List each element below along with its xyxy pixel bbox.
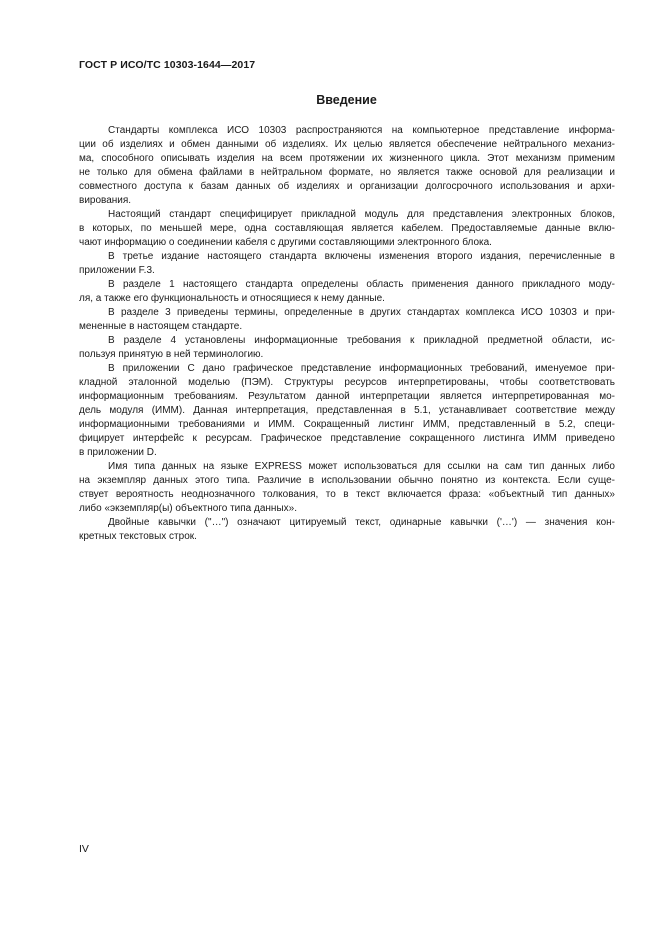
paragraph-line: Двойные кавычки ("…") означают цитируемый текст, одинарные кавычки ('…') — значения кон- [108,517,615,528]
paragraph-line: пользуя принятую в ней терминологию. [79,349,264,360]
paragraph-line: в приложении D. [79,447,157,458]
paragraph-line: в которых, по меньшей мере, одна составляющая является кабелем. Предоставляемые данные вклю- [79,223,615,234]
page-number: IV [79,843,89,855]
paragraph-line: ма, способного описывать изделия на всем протяжении их жизненного цикла. Этот механизм применим [79,153,615,164]
paragraph-line: чают информацию о соединении кабеля с другими составляющими электронного блока. [79,237,492,248]
paragraph-line: Настоящий стандарт специфицирует прикладной модуль для представления электронных блоков, [108,209,615,220]
paragraph-line: совместного доступа к базам данных об изделиях и организации долгосрочного использования и архи- [79,181,615,192]
paragraph-line: информационными требованиями и ИММ. Сокращенный листинг ИММ, представленный в 5.2, специ- [79,419,615,430]
paragraph-line: В третье издание настоящего стандарта включены изменения второго издания, перечисленные в [108,251,615,262]
page-title: Введение [316,93,377,107]
paragraph-line: вирования. [79,195,132,206]
paragraph-line: В разделе 4 установлены информационные требования к прикладной предметной области, ис- [108,335,615,346]
paragraph-line: кретных текстовых строк. [79,531,197,542]
paragraph-line: кладной эталонной моделью (ПЭМ). Структуры ресурсов интерпретированы, чтобы соответствовать [79,377,615,388]
paragraph-line: мененные в настоящем стандарте. [79,321,243,332]
paragraph-line: дель модуля (ИММ). Данная интерпретация, представленная в 5.1, устанавливает соответствие между [79,405,615,416]
paragraph-line: В приложении С дано графическое представление информационных требований, именуемое при- [108,363,615,374]
paragraph-line: Стандарты комплекса ИСО 10303 распространяются на компьютерное представление информа- [108,125,615,136]
paragraph-line: приложении F.3. [79,265,155,276]
paragraph-line: фицирует интерфейс к ресурсам. Графическое представление сокращенного листинга ИММ приведено [79,433,615,444]
paragraph-line: В разделе 1 настоящего стандарта определены область применения данного прикладного моду- [108,279,615,290]
paragraph-line: на экземпляр данных этого типа. Различие в использовании обычно понятно из контекста. Если суще- [79,475,615,486]
paragraph-line: ции об изделиях и обмен данными об изделиях. Их целью является обеспечение нейтрального механиз- [79,139,615,150]
body-text [79,124,615,544]
paragraph-line: Имя типа данных на языке EXPRESS может использоваться для ссылки на сам тип данных либо [108,461,615,472]
document-header: ГОСТ Р ИСО/ТС 10303-1644—2017 [79,59,256,71]
paragraph-line: либо «экземпляр(ы) объектного типа данных». [79,503,297,514]
paragraph-line: ля, а также его функциональность и относящиеся к нему данные. [79,293,385,304]
paragraph-line: не только для обмена файлами в нейтральном формате, но является также основой для реализации и [79,167,615,178]
paragraph-line: ствует вероятность неоднозначного толкования, то в текст включается фраза: «объектный тип данных» [79,489,615,500]
paragraph-line: информационным требованиям. Результатом данной интерпретации является интерпретированная мо- [79,391,615,402]
paragraph-line: В разделе 3 приведены термины, определенные в других стандартах комплекса ИСО 10303 и при- [108,307,615,318]
